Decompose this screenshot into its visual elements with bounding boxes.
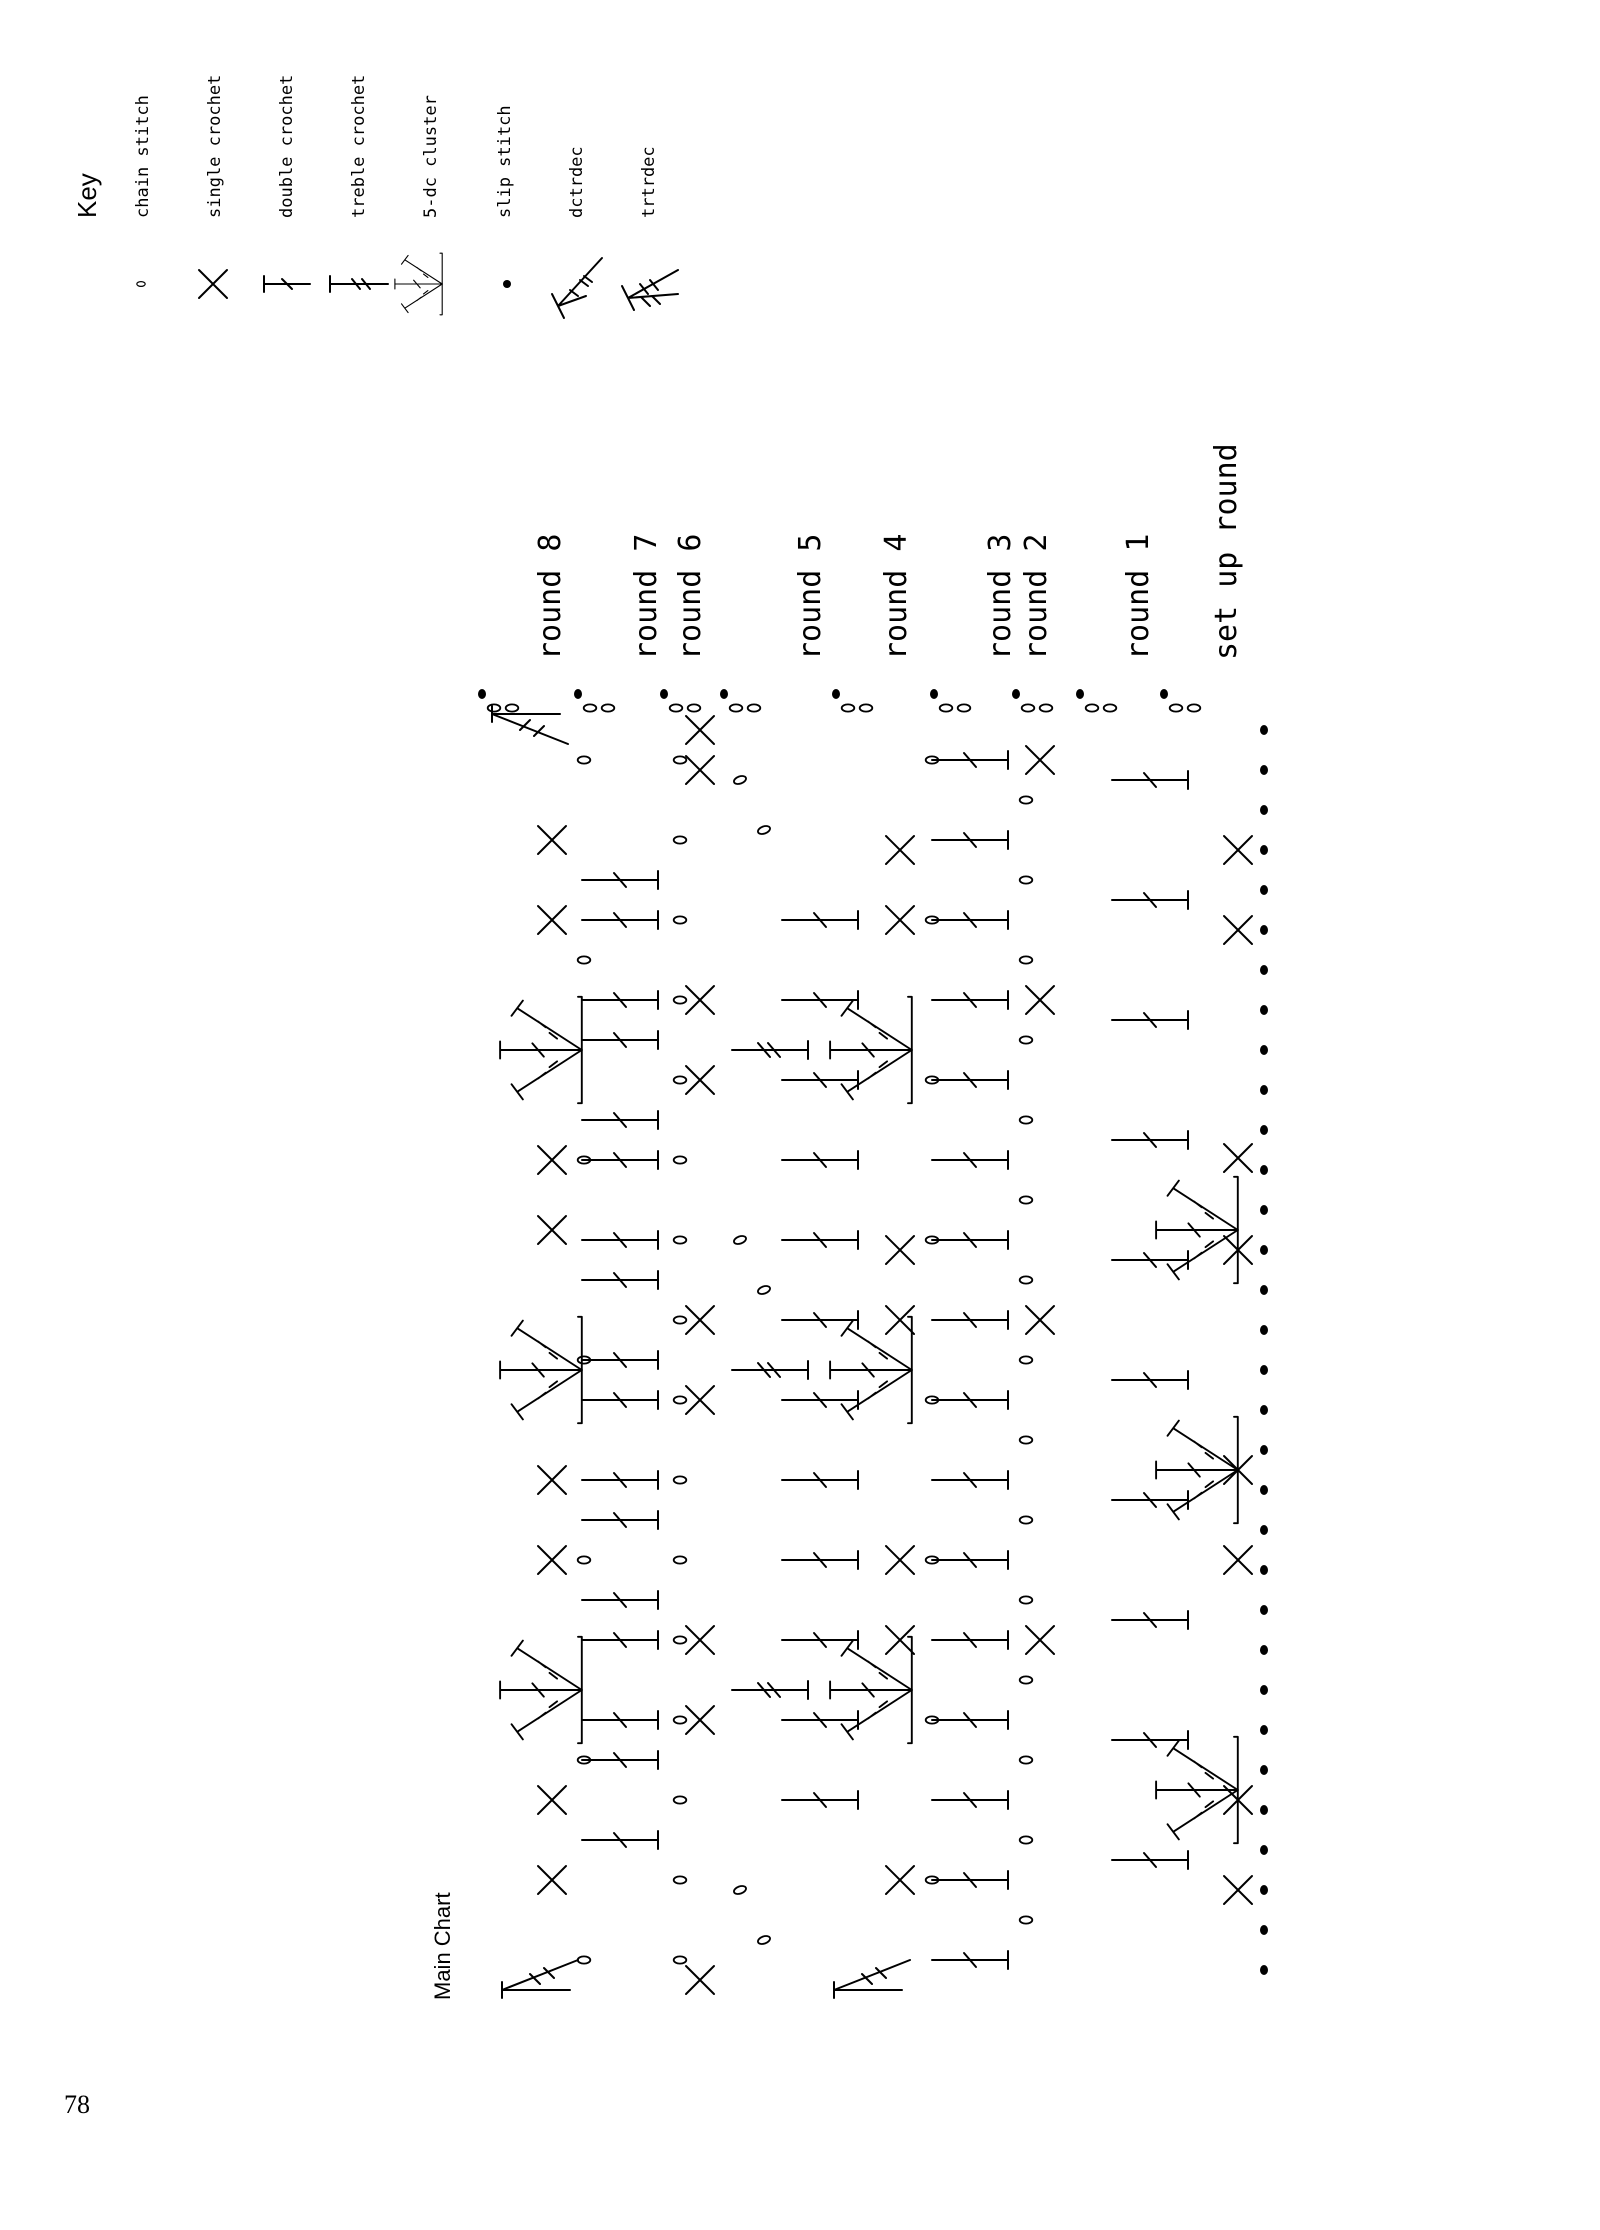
slip-stitch-icon — [503, 280, 511, 288]
key-label-double-crochet: double crochet — [277, 74, 297, 218]
stitch-slip-stitch-22 — [1260, 1605, 1268, 1615]
stitch-chain-stitch-165 — [674, 1316, 687, 1323]
stitch-double-crochet-141 — [782, 1471, 858, 1489]
stitch-slip-stitch-1 — [1260, 765, 1268, 775]
stitch-double-crochet-137 — [782, 1151, 858, 1169]
stitch-chain-stitch-171 — [674, 1796, 687, 1803]
stitch-double-crochet-145 — [782, 1791, 858, 1809]
stitch-chain-stitch-166 — [674, 1396, 687, 1403]
stitch-double-crochet-92 — [932, 1071, 1008, 1089]
stitch-slip-stitch-32 — [478, 689, 486, 699]
stitch-chain-stitch-159 — [674, 836, 687, 843]
stitch-single-crochet-150 — [686, 756, 714, 784]
stitch-slip-stitch-8 — [1260, 1045, 1268, 1055]
stitch-treble-crochet-148 — [732, 1681, 808, 1699]
treble-crochet-icon — [330, 276, 388, 292]
stitch-double-crochet-142 — [782, 1551, 858, 1569]
stitch-chain-stitch-172 — [674, 1876, 687, 1883]
stitch-double-crochet-186 — [582, 1231, 658, 1249]
stitch-double-crochet-182 — [582, 991, 658, 1009]
stitch-slip-stitch-50 — [1012, 689, 1020, 699]
stitch-double-crochet-94 — [932, 1151, 1008, 1169]
chain-icon — [137, 282, 145, 287]
stitch-double-crochet-70 — [1112, 771, 1188, 789]
key-item-treble-crochet — [330, 75, 388, 292]
stitch-slip-stitch-38 — [660, 689, 668, 699]
key-item-double-crochet — [264, 75, 310, 292]
stitch-chain-stitch-177 — [757, 1284, 771, 1295]
stitch-double-crochet-180 — [582, 871, 658, 889]
stitch-slip-stitch-6 — [1260, 965, 1268, 975]
stitch-double-crochet-72 — [1112, 1011, 1188, 1029]
stitch-slip-stitch-24 — [1260, 1685, 1268, 1695]
stitch-chain-stitch-95 — [1020, 1196, 1033, 1203]
stitch-chain-stitch-91 — [1020, 1036, 1033, 1043]
stitch-double-crochet-98 — [932, 1311, 1008, 1329]
stitch-chain-stitch-57 — [1170, 704, 1183, 711]
key-panel — [72, 75, 678, 318]
stitch-double-crochet-114 — [932, 1951, 1008, 1969]
stitch-slip-stitch-19 — [1260, 1485, 1268, 1495]
stitch-chain-stitch-93 — [1020, 1116, 1033, 1123]
stitch-double-crochet-110 — [932, 1791, 1008, 1809]
stitch-double-crochet-86 — [932, 831, 1008, 849]
main-chart-title: Main Chart — [430, 1892, 455, 2000]
stitch-chain-stitch-161 — [674, 996, 687, 1003]
stitch-chain-stitch-99 — [1020, 1356, 1033, 1363]
stitch-chain-stitch-97 — [1020, 1276, 1033, 1283]
stitch-single-crochet-153 — [686, 1306, 714, 1334]
stitch-double-crochet-104 — [932, 1551, 1008, 1569]
key-item-cluster — [395, 95, 442, 315]
stitch-cluster-60 — [1156, 1417, 1238, 1523]
stitch-chain-stitch-51 — [1022, 704, 1035, 711]
stitch-double-crochet-75 — [1112, 1371, 1188, 1389]
stitch-double-crochet-76 — [1112, 1491, 1188, 1509]
stitch-cluster-204 — [500, 997, 582, 1103]
stitch-chain-stitch-113 — [1020, 1916, 1033, 1923]
stitch-single-crochet-67 — [1224, 1546, 1252, 1574]
stitch-single-crochet-212 — [538, 1546, 566, 1574]
cluster-icon — [395, 253, 442, 315]
stitch-double-crochet-106 — [932, 1631, 1008, 1649]
stitch-cluster-206 — [500, 1637, 582, 1743]
stitch-slip-stitch-4 — [1260, 885, 1268, 895]
round-label-2: round 2 — [1019, 533, 1054, 660]
stitch-single-crochet-211 — [538, 1466, 566, 1494]
stitch-cluster-205 — [500, 1317, 582, 1423]
stitch-single-crochet-82 — [1026, 1306, 1054, 1334]
stitch-slip-stitch-20 — [1260, 1525, 1268, 1535]
stitch-slip-stitch-17 — [1260, 1405, 1268, 1415]
stitch-double-crochet-77 — [1112, 1611, 1188, 1629]
stitch-cluster-59 — [1156, 1177, 1238, 1283]
stitch-double-crochet-188 — [582, 1351, 658, 1369]
stitch-double-crochet-84 — [932, 751, 1008, 769]
page-number: 78 — [64, 2090, 90, 2119]
key-item-single-crochet — [199, 75, 227, 298]
stitch-double-crochet-71 — [1112, 891, 1188, 909]
stitch-dctrdec-125 — [834, 1960, 910, 1998]
stitch-slip-stitch-56 — [1160, 689, 1168, 699]
stitch-single-crochet-123 — [886, 1626, 914, 1654]
stitch-cluster-116 — [830, 1317, 912, 1423]
stitch-single-crochet-157 — [686, 1966, 714, 1994]
stitch-chain-stitch-164 — [674, 1236, 687, 1243]
stitch-double-crochet-79 — [1112, 1851, 1188, 1869]
stitch-slip-stitch-28 — [1260, 1845, 1268, 1855]
stitch-dctrdec-215 — [502, 1960, 578, 1998]
stitch-single-crochet-213 — [538, 1786, 566, 1814]
round-label-8: round 8 — [533, 533, 568, 660]
stitch-single-crochet-81 — [1026, 986, 1054, 1014]
stitch-chain-stitch-169 — [674, 1636, 687, 1643]
stitch-chain-stitch-36 — [584, 704, 597, 711]
round-label-5: round 5 — [793, 533, 828, 660]
stitch-slip-stitch-14 — [1260, 1285, 1268, 1295]
stitch-treble-crochet-147 — [732, 1361, 808, 1379]
key-label-trtrdec: trtrdec — [639, 146, 659, 218]
stitch-double-crochet-135 — [782, 991, 858, 1009]
stitch-single-crochet-80 — [1026, 746, 1054, 774]
stitch-single-crochet-118 — [886, 836, 914, 864]
stitch-slip-stitch-21 — [1260, 1565, 1268, 1575]
stitch-slip-stitch-41 — [720, 689, 728, 699]
stitch-slip-stitch-16 — [1260, 1365, 1268, 1375]
stitch-chain-stitch-158 — [674, 756, 687, 763]
stitch-slip-stitch-44 — [832, 689, 840, 699]
stitch-double-crochet-190 — [582, 1471, 658, 1489]
stitch-slip-stitch-47 — [930, 689, 938, 699]
stitch-slip-stitch-31 — [1260, 1965, 1268, 1975]
stitch-slip-stitch-27 — [1260, 1805, 1268, 1815]
stitch-single-crochet-62 — [1224, 836, 1252, 864]
round-label-1: round 1 — [1121, 533, 1156, 660]
stitch-double-crochet-187 — [582, 1271, 658, 1289]
stitch-double-crochet-143 — [782, 1631, 858, 1649]
stitch-slip-stitch-10 — [1260, 1125, 1268, 1135]
stitch-chain-stitch-85 — [1020, 796, 1033, 803]
stitch-single-crochet-122 — [886, 1546, 914, 1574]
stitch-cluster-61 — [1156, 1737, 1238, 1843]
stitch-single-crochet-69 — [1224, 1876, 1252, 1904]
stitch-double-crochet-193 — [582, 1631, 658, 1649]
stitch-double-crochet-78 — [1112, 1731, 1188, 1749]
stitch-slip-stitch-2 — [1260, 805, 1268, 815]
key-item-slip-stitch — [495, 105, 515, 288]
key-label-chain-stitch: chain stitch — [133, 95, 153, 218]
round-label-3: round 3 — [983, 533, 1018, 660]
stitch-double-crochet-195 — [582, 1751, 658, 1769]
round-label-7: round 7 — [629, 533, 664, 660]
stitch-double-crochet-196 — [582, 1831, 658, 1849]
stitch-chain-stitch-34 — [506, 704, 519, 711]
stitch-chain-stitch-49 — [958, 704, 971, 711]
stitch-single-crochet-151 — [686, 986, 714, 1014]
stitch-double-crochet-74 — [1112, 1251, 1188, 1269]
stitch-single-crochet-149 — [686, 716, 714, 744]
key-label-cluster: 5-dc cluster — [421, 95, 441, 218]
stitch-chain-stitch-173 — [674, 1956, 687, 1963]
stitch-treble-crochet-146 — [732, 1041, 808, 1059]
stitch-dctrdec-216 — [492, 706, 568, 744]
stitch-chain-stitch-43 — [748, 704, 761, 711]
stitch-slip-stitch-35 — [574, 689, 582, 699]
stitch-single-crochet-63 — [1224, 916, 1252, 944]
key-label-single-crochet: single crochet — [205, 74, 225, 218]
stitch-slip-stitch-3 — [1260, 845, 1268, 855]
stitch-double-crochet-194 — [582, 1711, 658, 1729]
stitch-slip-stitch-18 — [1260, 1445, 1268, 1455]
stitch-double-crochet-192 — [582, 1591, 658, 1609]
stitch-single-crochet-214 — [538, 1866, 566, 1894]
stitch-chain-stitch-42 — [730, 704, 743, 711]
stitch-chain-stitch-46 — [860, 704, 873, 711]
stitch-chain-stitch-176 — [733, 1234, 747, 1245]
stitch-chain-stitch-37 — [602, 704, 615, 711]
stitch-chain-stitch-197 — [578, 756, 591, 763]
key-title: Key — [72, 173, 102, 218]
stitch-double-crochet-102 — [932, 1471, 1008, 1489]
stitch-chain-stitch-162 — [674, 1076, 687, 1083]
stitch-double-crochet-134 — [782, 911, 858, 929]
stitch-chain-stitch-101 — [1020, 1436, 1033, 1443]
round-label-6: round 6 — [673, 533, 708, 660]
stitch-chain-stitch-55 — [1104, 704, 1117, 711]
stitch-double-crochet-112 — [932, 1871, 1008, 1889]
stitch-chain-stitch-58 — [1188, 704, 1201, 711]
key-label-slip-stitch: slip stitch — [495, 105, 515, 218]
stitch-chain-stitch-107 — [1020, 1676, 1033, 1683]
stitch-chain-stitch-89 — [1020, 956, 1033, 963]
stitch-chain-stitch-105 — [1020, 1596, 1033, 1603]
stitch-cluster-117 — [830, 1637, 912, 1743]
stitch-chain-stitch-168 — [674, 1556, 687, 1563]
stitch-chain-stitch-33 — [488, 704, 501, 711]
stitch-chain-stitch-54 — [1086, 704, 1099, 711]
stitch-single-crochet-124 — [886, 1866, 914, 1894]
stitch-chain-stitch-160 — [674, 916, 687, 923]
stitch-double-crochet-189 — [582, 1391, 658, 1409]
single-crochet-icon — [199, 270, 227, 298]
round-label-setup: set up round — [1209, 443, 1244, 660]
stitch-slip-stitch-7 — [1260, 1005, 1268, 1015]
stitch-cluster-115 — [830, 997, 912, 1103]
stitch-single-crochet-209 — [538, 1146, 566, 1174]
stitch-chain-stitch-48 — [940, 704, 953, 711]
dctrdec-icon — [552, 258, 602, 318]
stitch-single-crochet-210 — [538, 1216, 566, 1244]
stitch-chain-stitch-39 — [670, 704, 683, 711]
stitch-double-crochet-191 — [582, 1511, 658, 1529]
stitch-chain-stitch-167 — [674, 1476, 687, 1483]
stitch-slip-stitch-12 — [1260, 1205, 1268, 1215]
stitch-double-crochet-136 — [782, 1071, 858, 1089]
stitch-chain-stitch-201 — [578, 1556, 591, 1563]
stitch-slip-stitch-11 — [1260, 1165, 1268, 1175]
key-item-dctrdec — [552, 146, 602, 318]
stitch-chain-stitch-103 — [1020, 1516, 1033, 1523]
stitch-double-crochet-138 — [782, 1231, 858, 1249]
stitch-double-crochet-100 — [932, 1391, 1008, 1409]
stitch-chain-stitch-170 — [674, 1716, 687, 1723]
stitch-chain-stitch-163 — [674, 1156, 687, 1163]
trtrdec-icon — [622, 270, 678, 310]
stitch-single-crochet-83 — [1026, 1626, 1054, 1654]
stitch-double-crochet-144 — [782, 1711, 858, 1729]
stitch-chain-stitch-203 — [578, 1956, 591, 1963]
stitch-chain-stitch-52 — [1040, 704, 1053, 711]
stitch-single-crochet-207 — [538, 826, 566, 854]
stitch-chain-stitch-87 — [1020, 876, 1033, 883]
stitch-chain-stitch-198 — [578, 956, 591, 963]
stitch-single-crochet-156 — [686, 1706, 714, 1734]
key-label-treble-crochet: treble crochet — [349, 74, 369, 218]
round-label-4: round 4 — [879, 533, 914, 660]
stitch-single-crochet-119 — [886, 906, 914, 934]
stitch-double-crochet-181 — [582, 911, 658, 929]
stitch-double-crochet-185 — [582, 1151, 658, 1169]
stitch-single-crochet-120 — [886, 1236, 914, 1264]
stitch-double-crochet-96 — [932, 1231, 1008, 1249]
stitch-chain-stitch-178 — [733, 1884, 747, 1895]
key-item-trtrdec — [622, 146, 678, 310]
stitch-slip-stitch-23 — [1260, 1645, 1268, 1655]
round-labels — [533, 443, 1244, 660]
double-crochet-icon — [264, 276, 310, 292]
key-item-chain-stitch — [133, 95, 153, 286]
stitch-chain-stitch-109 — [1020, 1756, 1033, 1763]
stitch-slip-stitch-15 — [1260, 1325, 1268, 1335]
stitch-double-crochet-88 — [932, 911, 1008, 929]
stitch-slip-stitch-0 — [1260, 725, 1268, 735]
stitch-single-crochet-152 — [686, 1066, 714, 1094]
stitch-single-crochet-208 — [538, 906, 566, 934]
stitch-double-crochet-140 — [782, 1391, 858, 1409]
stitch-slip-stitch-9 — [1260, 1085, 1268, 1095]
stitch-single-crochet-121 — [886, 1306, 914, 1334]
stitch-single-crochet-64 — [1224, 1144, 1252, 1172]
stitch-double-crochet-183 — [582, 1031, 658, 1049]
stitch-double-crochet-108 — [932, 1711, 1008, 1729]
stitch-slip-stitch-5 — [1260, 925, 1268, 935]
stitch-slip-stitch-26 — [1260, 1765, 1268, 1775]
stitch-chain-stitch-179 — [757, 1934, 771, 1945]
key-label-dctrdec: dctrdec — [567, 146, 587, 218]
stitch-double-crochet-184 — [582, 1111, 658, 1129]
main-chart — [478, 689, 1268, 1998]
stitch-chain-stitch-45 — [842, 704, 855, 711]
stitch-double-crochet-73 — [1112, 1131, 1188, 1149]
stitch-slip-stitch-13 — [1260, 1245, 1268, 1255]
stitch-double-crochet-90 — [932, 991, 1008, 1009]
stitch-single-crochet-155 — [686, 1626, 714, 1654]
stitch-chain-stitch-174 — [733, 774, 747, 785]
stitch-double-crochet-139 — [782, 1311, 858, 1329]
stitch-slip-stitch-30 — [1260, 1925, 1268, 1935]
stitch-single-crochet-154 — [686, 1386, 714, 1414]
stitch-slip-stitch-25 — [1260, 1725, 1268, 1735]
stitch-chain-stitch-111 — [1020, 1836, 1033, 1843]
stitch-chain-stitch-40 — [688, 704, 701, 711]
stitch-slip-stitch-29 — [1260, 1885, 1268, 1895]
stitch-chain-stitch-175 — [757, 824, 771, 835]
stitch-slip-stitch-53 — [1076, 689, 1084, 699]
